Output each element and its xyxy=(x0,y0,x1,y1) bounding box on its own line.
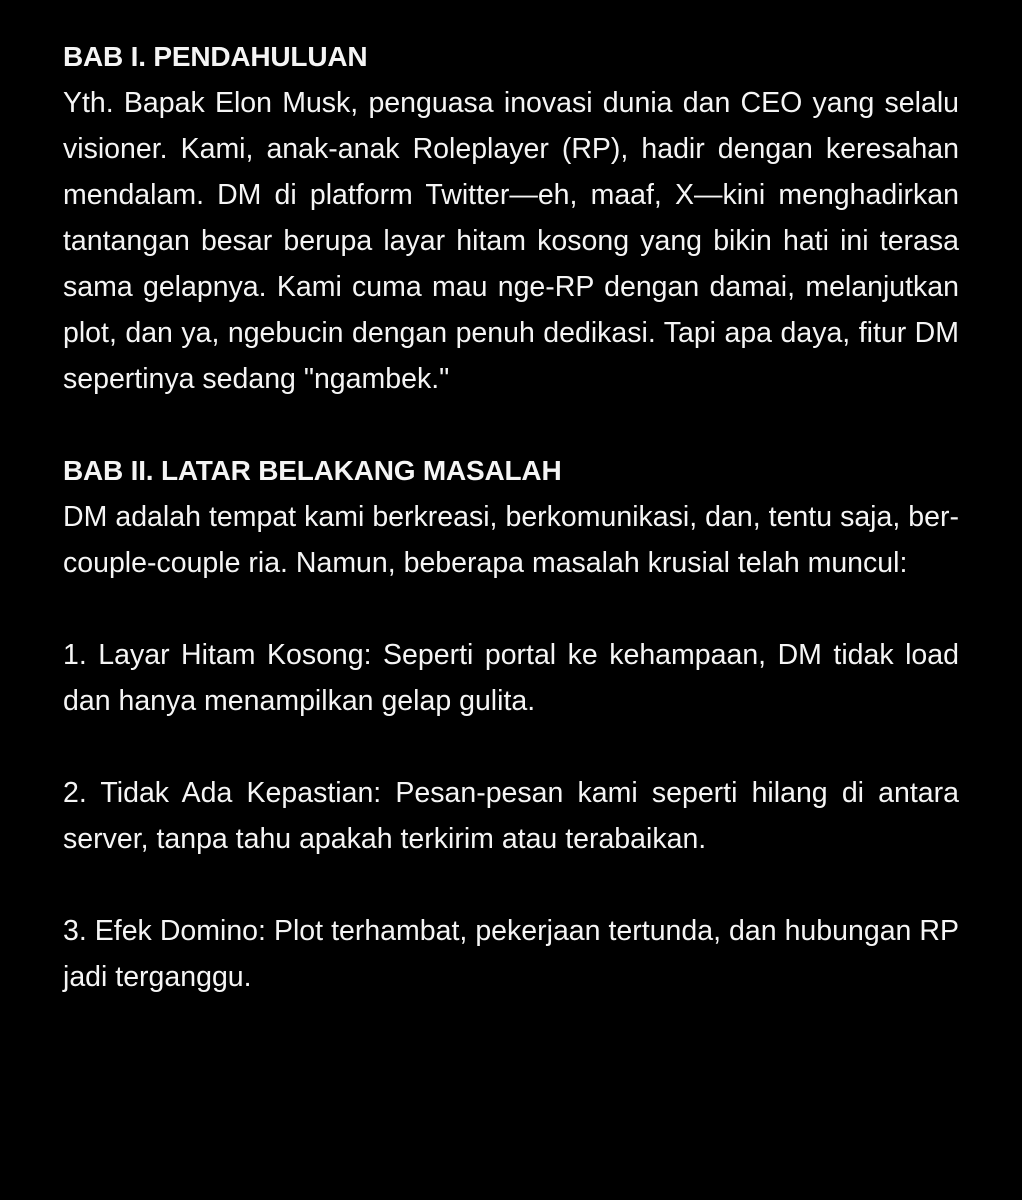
problem-list-item: 1. Layar Hitam Kosong: Seperti portal ke kehampaan, DM tidak load dan hanya menampilkan gelap gulita. xyxy=(63,639,959,717)
section-latar-belakang xyxy=(63,448,959,1000)
list-spacer xyxy=(63,862,959,908)
problem-list-item: 2. Tidak Ada Kepastian: Pesan-pesan kami seperti hilang di antara server, tanpa tahu apakah terkirim atau terabaikan. xyxy=(63,777,959,855)
section-paragraph: Yth. Bapak Elon Musk, penguasa inovasi dunia dan CEO yang selalu visioner. Kami, anak-anak Roleplayer (RP), hadir dengan keresahan mendalam. DM di platform Twitter—eh, maaf, X—kini menghadirkan tantangan besar berupa layar hitam kosong yang bikin hati ini terasa sama gelapnya. Kami cuma mau nge-RP dengan damai, melanjutkan plot, dan ya, ngebucin dengan penuh dedikasi. Tapi apa daya, fitur DM sepertinya sedang "ngambek." xyxy=(63,87,959,395)
section-paragraph: DM adalah tempat kami berkreasi, berkomunikasi, dan, tentu saja, ber-couple-couple ria. Namun, beberapa masalah krusial telah muncul: xyxy=(63,501,959,579)
list-spacer xyxy=(63,586,959,632)
section-heading: BAB I. PENDAHULUAN xyxy=(63,41,368,72)
list-spacer xyxy=(63,724,959,770)
section-pendahuluan xyxy=(63,34,959,402)
problem-list-item: 3. Efek Domino: Plot terhambat, pekerjaan tertunda, dan hubungan RP jadi terganggu. xyxy=(63,915,959,993)
section-heading: BAB II. LATAR BELAKANG MASALAH xyxy=(63,455,562,486)
section-spacer xyxy=(63,402,959,448)
document-body xyxy=(63,34,959,1000)
